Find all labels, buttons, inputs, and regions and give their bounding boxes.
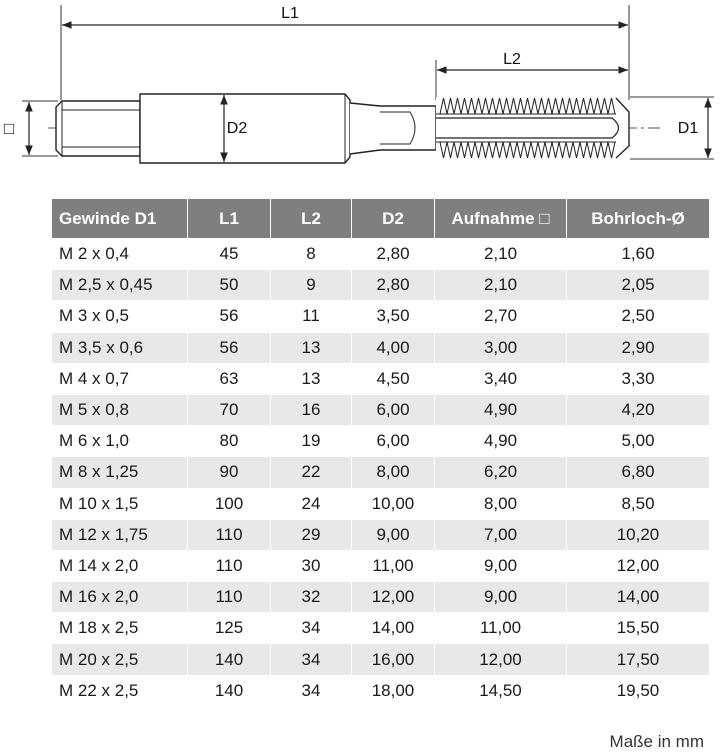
cell-d2: 6,00 [352,394,435,425]
cell-square-drive: 11,00 [435,613,567,644]
cell-square-drive: 4,90 [435,394,567,425]
units-note: Maße in mm [609,732,704,751]
cell-d2: 9,00 [352,519,435,550]
cell-thread: M 2 x 0,4 [52,239,188,270]
cell-drill-hole: 1,60 [567,239,710,270]
cell-drill-hole: 2,05 [567,270,710,301]
cell-drill-hole: 2,50 [567,301,710,332]
cell-l1: 56 [188,301,271,332]
cell-drill-hole: 3,30 [567,363,710,394]
l1-dimension [61,5,629,100]
cell-drill-hole: 4,20 [567,394,710,425]
cell-d2: 18,00 [352,675,435,706]
cell-d2: 4,50 [352,363,435,394]
cell-d2: 14,00 [352,613,435,644]
table-row [52,582,710,613]
cell-d2: 11,00 [352,550,435,581]
cell-l1: 110 [188,550,271,581]
cell-drill-hole: 15,50 [567,613,710,644]
cell-square-drive: 4,90 [435,426,567,457]
cell-d2: 16,00 [352,644,435,675]
cell-thread: M 14 x 2,0 [52,550,188,581]
cell-thread: M 8 x 1,25 [52,457,188,488]
cell-drill-hole: 2,90 [567,332,710,363]
cell-d2: 12,00 [352,582,435,613]
cell-l1: 70 [188,394,271,425]
cell-d2: 6,00 [352,426,435,457]
tap-technical-drawing [0,0,720,190]
table-row [52,519,710,550]
cell-d2: 3,50 [352,301,435,332]
table-row [52,426,710,457]
cell-square-drive: 3,00 [435,332,567,363]
cell-l1: 63 [188,363,271,394]
cell-thread: M 20 x 2,5 [52,644,188,675]
cell-drill-hole: 6,80 [567,457,710,488]
cell-l2: 22 [271,457,352,488]
cell-square-drive: 6,20 [435,457,567,488]
cell-thread: M 10 x 1,5 [52,488,188,519]
table-row [52,239,710,270]
cell-thread: M 22 x 2,5 [52,675,188,706]
cell-drill-hole: 19,50 [567,675,710,706]
cell-l2: 24 [271,488,352,519]
l1-label: L1 [281,5,299,22]
cell-l2: 16 [271,394,352,425]
cell-l2: 13 [271,332,352,363]
cell-square-drive: 2,10 [435,270,567,301]
cell-l1: 140 [188,644,271,675]
cell-thread: M 5 x 0,8 [52,394,188,425]
header-drill-hole: Bohrloch-Ø [567,199,710,239]
table-row [52,301,710,332]
header-thread: Gewinde D1 [52,199,188,239]
table-row [52,332,710,363]
cell-thread: M 2,5 x 0,45 [52,270,188,301]
table-row [52,363,710,394]
cell-l1: 56 [188,332,271,363]
cell-thread: M 18 x 2,5 [52,613,188,644]
thread-section [436,97,629,159]
cell-square-drive: 2,70 [435,301,567,332]
header-l1: L1 [188,199,271,239]
cell-d2: 4,00 [352,332,435,363]
cell-thread: M 16 x 2,0 [52,582,188,613]
header-square-drive: Aufnahme □ [435,199,567,239]
cell-drill-hole: 17,50 [567,644,710,675]
cell-l1: 50 [188,270,271,301]
cell-square-drive: 9,00 [435,582,567,613]
cell-l1: 110 [188,582,271,613]
table-row [52,613,710,644]
cell-square-drive: 8,00 [435,488,567,519]
cell-thread: M 6 x 1,0 [52,426,188,457]
cell-d2: 10,00 [352,488,435,519]
d1-label: D1 [677,120,699,137]
cell-square-drive: 7,00 [435,519,567,550]
cell-drill-hole: 10,20 [567,519,710,550]
cell-drill-hole: 14,00 [567,582,710,613]
cell-l2: 32 [271,582,352,613]
square-label: □ [3,119,15,138]
cell-d2: 2,80 [352,239,435,270]
cell-l1: 100 [188,488,271,519]
table-row [52,394,710,425]
cell-l1: 110 [188,519,271,550]
cell-d2: 2,80 [352,270,435,301]
table-row [52,488,710,519]
header-l2: L2 [271,199,352,239]
cell-drill-hole: 12,00 [567,550,710,581]
cell-thread: M 3,5 x 0,6 [52,332,188,363]
cell-l1: 125 [188,613,271,644]
l2-label: L2 [503,51,521,68]
cell-square-drive: 3,40 [435,363,567,394]
header-d2: D2 [352,199,435,239]
cell-thread: M 3 x 0,5 [52,301,188,332]
table-row [52,644,710,675]
cell-square-drive: 12,00 [435,644,567,675]
table-row [52,457,710,488]
cell-l2: 9 [271,270,352,301]
cell-d2: 8,00 [352,457,435,488]
cell-square-drive: 9,00 [435,550,567,581]
cell-l1: 140 [188,675,271,706]
cell-l2: 8 [271,239,352,270]
table-row [52,675,710,706]
square-drive-end [56,101,140,156]
cell-l2: 34 [271,613,352,644]
cell-drill-hole: 5,00 [567,426,710,457]
cell-l2: 13 [271,363,352,394]
cell-l2: 19 [271,426,352,457]
cell-l2: 29 [271,519,352,550]
cell-thread: M 4 x 0,7 [52,363,188,394]
cell-l1: 45 [188,239,271,270]
spec-table [51,198,710,707]
l2-dimension [436,51,628,100]
table-header-row [52,199,710,239]
cell-l2: 11 [271,301,352,332]
d2-label: D2 [226,120,248,137]
cell-l2: 34 [271,644,352,675]
table-row [52,550,710,581]
shank [140,94,436,163]
cell-thread: M 12 x 1,75 [52,519,188,550]
table-row [52,270,710,301]
cell-square-drive: 2,10 [435,239,567,270]
cell-l2: 30 [271,550,352,581]
cell-square-drive: 14,50 [435,675,567,706]
cell-l1: 90 [188,457,271,488]
cell-drill-hole: 8,50 [567,488,710,519]
cell-l1: 80 [188,426,271,457]
cell-l2: 34 [271,675,352,706]
